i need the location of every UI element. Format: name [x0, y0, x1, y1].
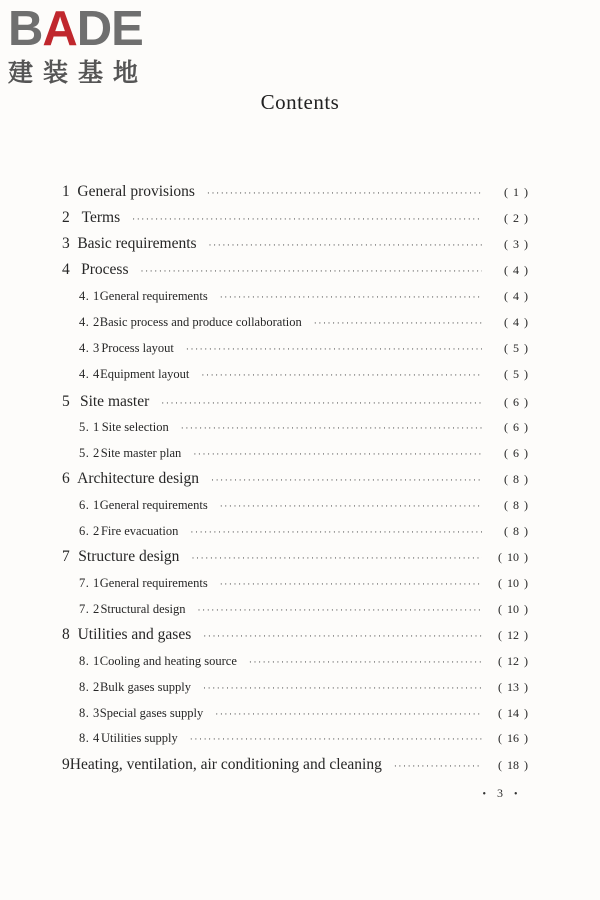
logo-letters-de: DE: [76, 2, 143, 56]
toc-leader-dots: [193, 449, 482, 459]
toc-entry-label: Utilities and gases: [77, 626, 192, 643]
toc-entry-label: General requirements: [99, 576, 208, 590]
toc-entry[interactable]: [62, 393, 528, 413]
toc-entry-page: ( 4 ): [504, 263, 528, 277]
toc-entry-page: ( 16 ): [498, 731, 528, 745]
toc-entry-number: 8. 4: [79, 731, 100, 745]
toc-entry-number: 9: [62, 756, 70, 773]
toc-entry[interactable]: [79, 602, 528, 620]
toc-leader-dots: [220, 579, 482, 589]
logo-wordmark: [8, 4, 178, 54]
toc-entry-page: ( 10 ): [498, 602, 528, 616]
toc-entry[interactable]: [79, 680, 528, 698]
toc-leader-dots: [140, 266, 482, 276]
toc-entry-number: 7. 2: [79, 602, 100, 616]
toc-entry[interactable]: [79, 367, 528, 385]
toc-leader-dots: [186, 344, 482, 354]
toc-entry-label: Fire evacuation: [100, 524, 179, 538]
toc-entry-number: 8: [62, 626, 70, 643]
toc-entry-label: Site master: [79, 393, 150, 410]
toc-entry[interactable]: [79, 654, 528, 672]
toc-entry-page: ( 2 ): [504, 211, 528, 225]
toc-entry-number: 6. 1: [79, 498, 100, 512]
toc-entry[interactable]: [79, 289, 528, 307]
toc-entry-page: ( 4 ): [504, 315, 528, 329]
logo-letter-b: B: [8, 2, 43, 56]
logo-letter-a: A: [42, 2, 77, 56]
footer-page-number: 3: [497, 786, 503, 800]
toc-entry[interactable]: [62, 261, 528, 281]
toc-leader-dots: [198, 605, 483, 615]
toc-entry-label: Utilities supply: [101, 731, 178, 745]
toc-entry-page: ( 5 ): [504, 367, 528, 381]
toc-entry-page: ( 3 ): [504, 237, 528, 251]
toc-entry-page: ( 12 ): [498, 628, 528, 642]
toc-entry-number: 4. 4: [79, 367, 100, 381]
toc-entry[interactable]: [62, 626, 528, 646]
toc-entry[interactable]: [79, 524, 528, 542]
toc-entry-number: 5: [62, 393, 70, 410]
toc-entry-page: ( 18 ): [498, 758, 528, 772]
toc-entry[interactable]: [62, 209, 528, 229]
toc-entry-page: ( 1 ): [504, 185, 528, 199]
toc-entry-label: General requirements: [99, 289, 208, 303]
toc-entry-number: 8. 3: [79, 706, 100, 720]
toc-entry-label: Structure design: [78, 548, 180, 565]
toc-entry-number: 7: [62, 548, 70, 565]
toc-entry-number: 5. 2: [79, 446, 100, 460]
toc-entry-page: ( 8 ): [504, 498, 528, 512]
toc-entry-label: Special gases supply: [99, 706, 204, 720]
toc-leader-dots: [215, 709, 482, 719]
toc-entry-page: ( 4 ): [504, 289, 528, 303]
toc-entry-label: General provisions: [77, 183, 195, 200]
logo: [8, 4, 178, 88]
toc-leader-dots: [314, 318, 482, 328]
toc-entry-number: 4. 1: [79, 289, 100, 303]
toc-leader-dots: [209, 240, 482, 250]
toc-leader-dots: [211, 475, 482, 485]
toc-entry-page: ( 13 ): [498, 680, 528, 694]
toc-entry-page: ( 10 ): [498, 576, 528, 590]
toc-entry-label: Process: [81, 261, 129, 278]
toc-entry[interactable]: [79, 731, 528, 749]
toc-entry-number: 7. 1: [79, 576, 100, 590]
toc-entry-label: Site master plan: [100, 446, 182, 460]
toc-entry-number: 6: [62, 470, 70, 487]
toc-leader-dots: [394, 761, 482, 771]
toc-entry-label: Terms: [81, 209, 121, 226]
toc-leader-dots: [207, 188, 482, 198]
toc-leader-dots: [203, 683, 482, 693]
toc-entry-number: 5. 1: [79, 420, 100, 434]
toc-entry[interactable]: [62, 183, 528, 203]
toc-entry-label: Basic process and produce collaboration: [99, 315, 302, 329]
toc-leader-dots: [220, 292, 482, 302]
toc-entry-number: 8. 2: [79, 680, 100, 694]
toc-entry-label: Structural design: [100, 602, 186, 616]
logo-chinese-text: 建装基地: [8, 58, 149, 87]
toc-entry-number: 2: [62, 209, 70, 226]
toc-entry-page: ( 6 ): [504, 395, 528, 409]
toc-entry[interactable]: [62, 756, 528, 776]
toc-entry-label: Bulk gases supply: [100, 680, 192, 694]
toc-entry-number: 3: [62, 235, 70, 252]
page-footer: [470, 786, 530, 801]
toc-entry-label: Cooling and heating source: [99, 654, 237, 668]
toc-leader-dots: [191, 553, 482, 563]
toc-entry-number: 1: [62, 183, 70, 200]
toc-entry-page: ( 6 ): [504, 420, 528, 434]
toc-entry-page: ( 8 ): [504, 524, 528, 538]
toc-entry[interactable]: [79, 341, 528, 359]
footer-bullet-left: •: [482, 789, 486, 800]
toc-entry-page: ( 8 ): [504, 472, 528, 486]
toc-entry[interactable]: [79, 315, 528, 333]
toc-entry-page: ( 12 ): [498, 654, 528, 668]
toc-entry-page: ( 5 ): [504, 341, 528, 355]
footer-bullet-right: •: [514, 789, 518, 800]
toc-entry-label: Basic requirements: [77, 235, 197, 252]
toc-entry-number: 4. 2: [79, 315, 100, 329]
toc-entry-page: ( 10 ): [498, 550, 528, 564]
toc-entry-number: 8. 1: [79, 654, 100, 668]
toc-entry-label: Process layout: [101, 341, 174, 355]
toc-entry[interactable]: [62, 470, 528, 490]
toc-entry-number: 4: [62, 261, 70, 278]
toc-entry[interactable]: [79, 706, 528, 724]
toc-leader-dots: [181, 423, 482, 433]
toc-leader-dots: [190, 527, 482, 537]
toc-leader-dots: [161, 398, 482, 408]
toc-leader-dots: [201, 370, 482, 380]
toc-entry-label: Architecture design: [77, 470, 199, 487]
toc-leader-dots: [190, 734, 482, 744]
toc-entry[interactable]: [62, 235, 528, 255]
toc-leader-dots: [132, 214, 482, 224]
toc-leader-dots: [249, 657, 482, 667]
toc-entry-label: Heating, ventilation, air conditioning and cleaning: [69, 756, 382, 773]
toc-entry-label: General requirements: [99, 498, 208, 512]
toc-entry-number: 6. 2: [79, 524, 100, 538]
toc-entry-label: Site selection: [101, 420, 169, 434]
toc-entry[interactable]: [79, 446, 528, 464]
toc-entry-page: ( 14 ): [498, 706, 528, 720]
page-title: Contents: [260, 90, 340, 114]
toc-entry[interactable]: [79, 498, 528, 516]
toc-leader-dots: [203, 631, 482, 641]
toc-entry[interactable]: [79, 576, 528, 594]
toc-entry[interactable]: [62, 548, 528, 568]
toc-entry-page: ( 6 ): [504, 446, 528, 460]
toc-entry-label: Equipment layout: [100, 367, 190, 381]
toc-leader-dots: [220, 501, 482, 511]
toc-entry-number: 4. 3: [79, 341, 100, 355]
toc-entry[interactable]: [79, 420, 528, 438]
